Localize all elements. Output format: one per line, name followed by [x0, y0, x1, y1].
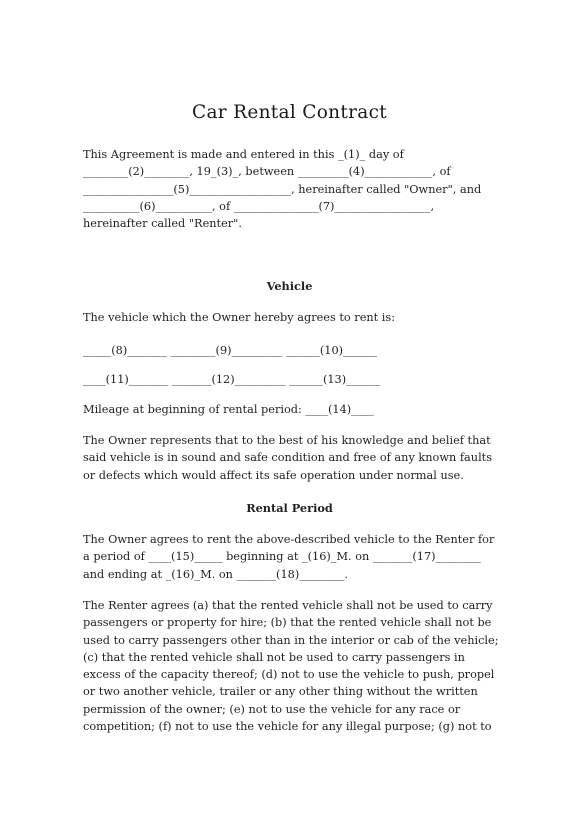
- condition-paragraph: [83, 432, 503, 484]
- condition-line: The Owner represents that to the best of his knowledge and belief that: [83, 434, 491, 447]
- intro-paragraph: [83, 146, 503, 232]
- renter-line: (c) that the rented vehicle shall not be used to carry passengers in: [83, 650, 465, 664]
- intro-line: This Agreement is made and entered in this _(1)_ day of: [83, 148, 404, 161]
- vehicle-row-1: _____(8)_______ ________(9)_________ ______(10)______: [83, 344, 377, 357]
- vehicle-row-2: ____(11)_______ _______(12)_________ ______(13)______: [83, 373, 381, 386]
- renter-agreements-paragraph: [83, 597, 503, 735]
- rental-line: and ending at _(16)_M. on _______(18)________.: [83, 567, 349, 581]
- intro-line: ________________(5)__________________, hereinafter called "Owner", and: [83, 182, 482, 196]
- document-title: Car Rental Contract: [192, 102, 387, 123]
- vehicle-intro: The vehicle which the Owner hereby agrees to rent is:: [83, 311, 396, 324]
- mileage-line: Mileage at beginning of rental period: ____(14)____: [83, 403, 374, 416]
- intro-line: __________(6)__________, of _______________(7)_________________,: [83, 199, 435, 213]
- renter-line: excess of the capacity thereof; (d) not to use the vehicle to push, propel: [83, 668, 495, 682]
- renter-line: passengers or property for hire; (b) that the rented vehicle shall not be: [83, 616, 492, 630]
- vehicle-heading: Vehicle: [266, 279, 313, 293]
- condition-line: or defects which would affect its safe operation under normal use.: [83, 468, 464, 482]
- renter-line: The Renter agrees (a) that the rented vehicle shall not be used to carry: [83, 599, 493, 612]
- intro-line: hereinafter called "Renter".: [83, 217, 242, 231]
- renter-line: competition; (f) not to use the vehicle for any illegal purpose; (g) not to: [83, 720, 492, 734]
- intro-line: ________(2)________, 19_(3)_, between _________(4)____________, of: [83, 165, 451, 179]
- rental-period-paragraph: [83, 531, 503, 583]
- rental-line: The Owner agrees to rent the above-described vehicle to the Renter for: [83, 533, 495, 546]
- renter-line: or two another vehicle, trailer or any other thing without the written: [83, 685, 478, 699]
- renter-line: used to carry passengers other than in the interior or cab of the vehicle;: [83, 633, 499, 647]
- rental-line: a period of ____(15)_____ beginning at _(16)_M. on _______(17)________: [83, 550, 481, 564]
- condition-line: said vehicle is in sound and safe condition and free of any known faults: [83, 451, 493, 465]
- rental-period-heading: Rental Period: [246, 501, 333, 515]
- renter-line: permission of the owner; (e) not to use the vehicle for any race or: [83, 702, 461, 716]
